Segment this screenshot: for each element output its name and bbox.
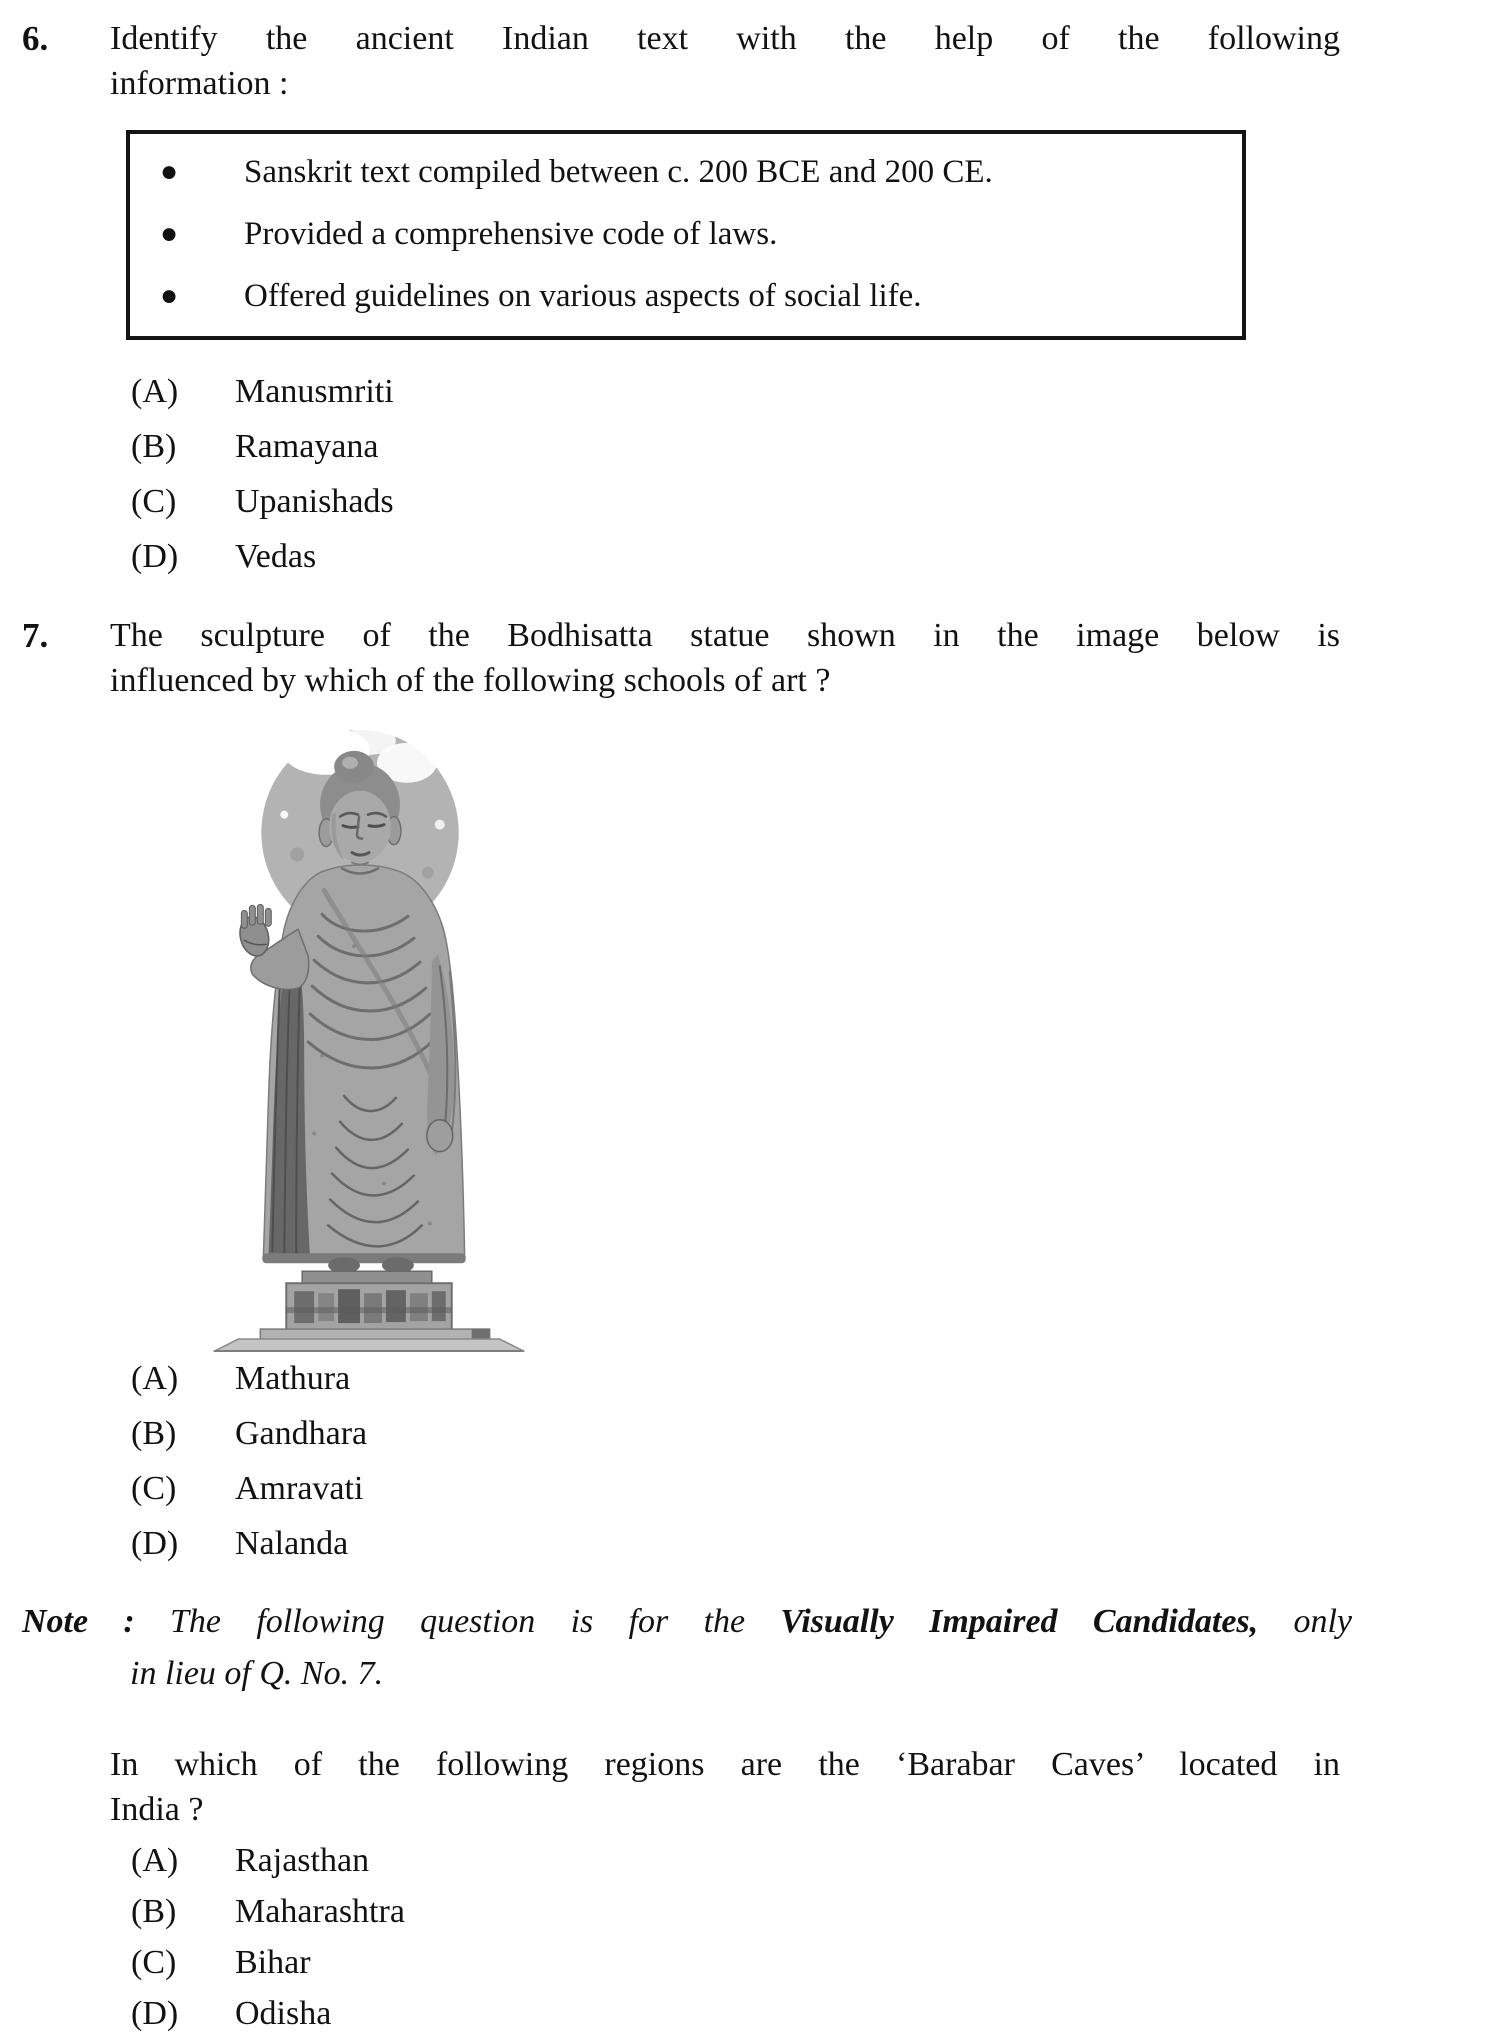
option-row [131, 429, 1505, 465]
option-label: (D) [131, 1995, 179, 2032]
bodhisatta-statue-svg [202, 705, 532, 1353]
vi-question-line-2: India ? [110, 1791, 204, 1828]
option-row [131, 484, 1505, 520]
option-text: Manusmriti [235, 373, 394, 410]
option-row [131, 1361, 1505, 1397]
question-7-line-1: The sculpture of the Bodhisatta statue shown in the image below is [110, 617, 1340, 654]
question-6-options [131, 374, 1505, 575]
question-6 [0, 16, 1505, 106]
option-row [131, 1471, 1505, 1507]
statue-pedestal [214, 1253, 523, 1351]
option-text: Gandhara [235, 1415, 368, 1452]
vi-note [22, 1596, 1352, 1700]
question-6-info-box [126, 130, 1246, 340]
option-row [131, 1844, 1505, 1878]
bullet-dot-icon: ● [160, 217, 179, 250]
option-text: Rajasthan [235, 1842, 370, 1879]
option-row [131, 1526, 1505, 1562]
option-row [131, 1946, 1505, 1980]
option-label: (A) [131, 373, 179, 410]
option-label: (B) [131, 1415, 177, 1452]
option-label: (D) [131, 1525, 179, 1562]
option-row [131, 1997, 1505, 2031]
option-text: Mathura [235, 1360, 351, 1397]
bullet-dot-icon: ● [160, 279, 179, 312]
info-bullet-row [130, 152, 1242, 192]
option-label: (C) [131, 483, 177, 520]
question-6-line-1: Identify the ancient Indian text with the help of the following [110, 20, 1340, 57]
question-7 [0, 613, 1505, 703]
note-text-part-1: The following question is for the [134, 1603, 781, 1640]
option-text: Vedas [235, 538, 317, 575]
vi-question-options [131, 1844, 1505, 2031]
note-text-part-3: only [1258, 1603, 1352, 1640]
option-text: Maharashtra [235, 1893, 405, 1930]
option-row [131, 1895, 1505, 1929]
vi-question-text [110, 1742, 1340, 1832]
option-text: Amravati [235, 1470, 364, 1507]
question-7-options [131, 1361, 1505, 1562]
info-bullet-text: Offered guidelines on various aspects of social life. [244, 278, 922, 314]
option-label: (A) [131, 1842, 179, 1879]
option-label: (D) [131, 538, 179, 575]
note-label: Note : [22, 1603, 135, 1640]
info-bullet-row [130, 276, 1242, 316]
vi-question-line-1: In which of the following regions are the ‘Barabar Caves’ located in [110, 1746, 1340, 1783]
note-line-2: in lieu of Q. No. 7. [130, 1655, 384, 1692]
option-label: (C) [131, 1470, 177, 1507]
option-text: Nalanda [235, 1525, 349, 1562]
option-label: (A) [131, 1360, 179, 1397]
bodhisatta-statue-image [202, 705, 532, 1353]
option-label: (B) [131, 428, 177, 465]
info-bullet-text: Sanskrit text compiled between c. 200 BCE and 200 CE. [244, 154, 993, 190]
option-row [131, 1416, 1505, 1452]
option-text: Upanishads [235, 483, 394, 520]
question-7-text [110, 613, 1340, 703]
note-text-part-2: Visually Impaired Candidates, [780, 1603, 1259, 1640]
info-bullet-text: Provided a comprehensive code of laws. [244, 216, 778, 252]
statue-body [263, 865, 464, 1259]
option-text: Odisha [235, 1995, 332, 2032]
option-label: (B) [131, 1893, 177, 1930]
bullet-dot-icon: ● [160, 155, 179, 188]
question-6-text [110, 16, 1340, 106]
vi-question [0, 1742, 1505, 1832]
option-row [131, 539, 1505, 575]
question-6-number: 6. [22, 19, 49, 58]
option-row [131, 374, 1505, 410]
question-6-line-2: information : [110, 65, 289, 102]
option-text: Ramayana [235, 428, 379, 465]
note-line-1 [22, 1596, 1352, 1648]
option-label: (C) [131, 1944, 177, 1981]
info-bullet-row [130, 214, 1242, 254]
question-7-number: 7. [22, 616, 49, 655]
option-text: Bihar [235, 1944, 311, 1981]
question-7-line-2: influenced by which of the following schools of art ? [110, 662, 831, 699]
